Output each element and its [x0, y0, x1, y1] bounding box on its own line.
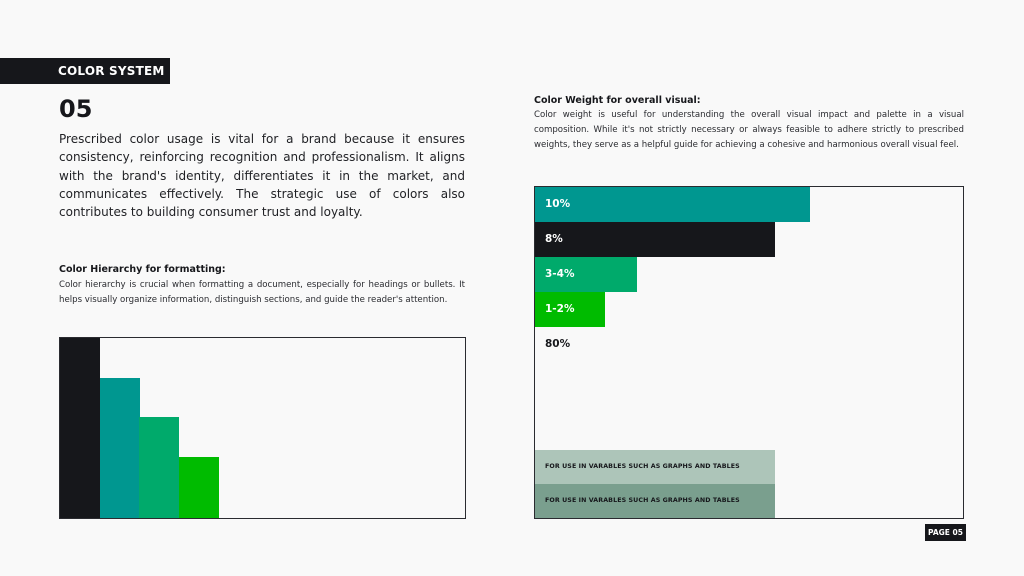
weight-bar-white — [535, 327, 735, 362]
section-number: 05 — [59, 95, 93, 123]
use-strip-light — [535, 450, 775, 484]
hier-bar-black — [60, 338, 100, 518]
use-strip-label: FOR USE IN VARABLES SUCH AS GRAPHS AND TABLES — [545, 463, 740, 470]
hierarchy-swatch-panel — [59, 337, 466, 519]
hierarchy-description: Color hierarchy is crucial when formatting a document, especially for headings or bullets. It helps visually organize information, distinguish sections, and guide the reader's attention. — [59, 280, 465, 305]
weight-swatch-panel — [534, 186, 964, 519]
section-tag: COLOR SYSTEM — [0, 58, 170, 84]
hier-bar-teal — [100, 378, 140, 518]
hierarchy-heading: Color Hierarchy for formatting: — [59, 264, 226, 275]
hier-bar-green — [139, 417, 179, 518]
weight-bar-black — [535, 222, 775, 257]
hier-bar-bright-green — [179, 457, 219, 518]
use-strip-dark — [535, 484, 775, 518]
use-strip-label: FOR USE IN VARABLES SUCH AS GRAPHS AND TABLES — [545, 497, 740, 504]
weight-bar-label: 1-2% — [545, 303, 575, 315]
intro-paragraph: Prescribed color usage is vital for a brand because it ensures consistency, reinforcing recognition and professionalism. It aligns with the brand's identity, differentiates it in the market, and communicates effectively. The strategic use of colors also contributes to building consumer trust and loyalty. — [59, 132, 465, 220]
weight-bar-bright-green — [535, 292, 605, 327]
weight-bar-green — [535, 257, 637, 292]
weight-bar-label: 80% — [545, 338, 571, 350]
page-label: PAGE 05 — [925, 524, 966, 541]
weight-bar-label: 8% — [545, 233, 563, 245]
weight-description: Color weight is useful for understanding the overall visual impact and palette in a visual composition. While it's not strictly necessary or always feasible to adhere strictly to prescribed weights, they serve as a helpful guide for achieving a cohesive and harmonious overall visual feel. — [534, 110, 964, 150]
weight-heading: Color Weight for overall visual: — [534, 95, 701, 106]
weight-bar-label: 10% — [545, 198, 571, 210]
weight-bar-teal — [535, 187, 810, 222]
weight-bar-label: 3-4% — [545, 268, 575, 280]
